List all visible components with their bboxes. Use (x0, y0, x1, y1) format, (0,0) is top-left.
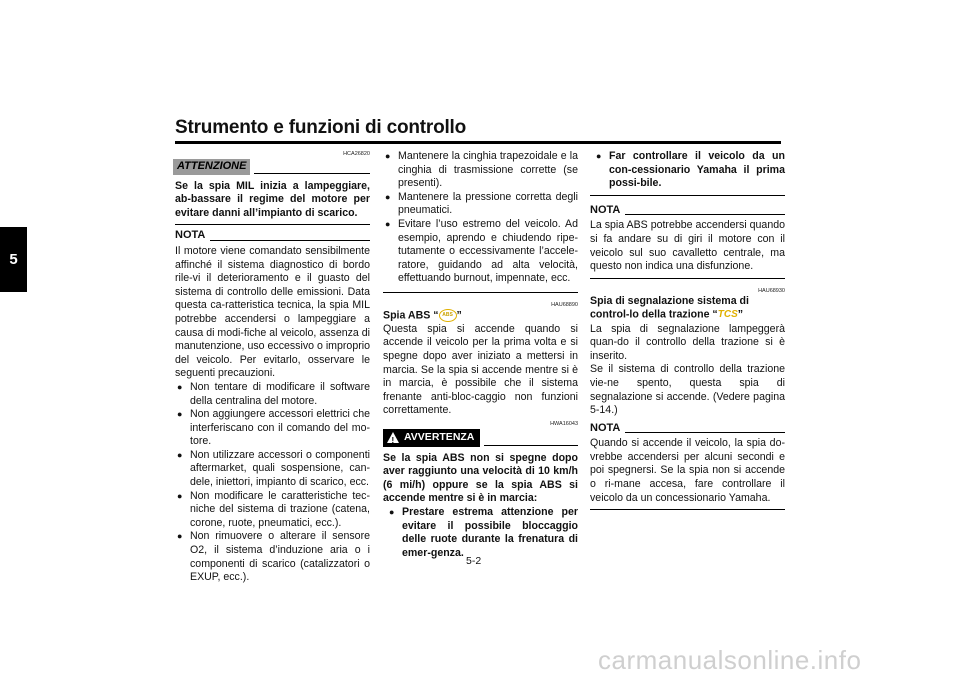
warning-list (383, 506, 578, 560)
divider (590, 509, 785, 510)
nota-text: Il motore viene comandato sensibilmente affinché il sistema diagnostico di bordo rile-vi il deterioramento e il guasto del sistema di controllo delle emissioni. Data questa ca-ratteristica tecnica, la spia MIL potrebbe accendersi o lampeggiare a causa di modi-fiche al veicolo, assenza di manutenzione, uso eccessivo o improprio del veicolo. Per evitarlo, osservare le seguenti precauzioni. (175, 244, 370, 380)
nota-line (625, 432, 785, 433)
warning-box (383, 429, 480, 447)
page-number: 5-2 (466, 555, 482, 567)
abs-title-close: ” (456, 309, 462, 322)
divider (590, 195, 785, 196)
attention-text: Se la spia MIL inizia a lampeggiare, ab-bassare il regime del motore per evitare danni all’impianto di scarico. (175, 179, 370, 219)
warning-list-cont (590, 150, 785, 191)
section-code: HWA16043 (550, 420, 578, 427)
banner-line (254, 173, 370, 174)
tcs-title (590, 295, 785, 323)
tcs-warning-icon: TCS (717, 309, 738, 321)
tcs-text: La spia di segnalazione lampeggerà quan-do il controllo della trazione si è inserito. (590, 322, 785, 362)
section-code: HAU68890 (551, 301, 578, 308)
precautions-list-cont (383, 150, 578, 286)
list-item: ● Non modificare le caratteristiche tec-niche del sistema di trazione (catena, corone, ruote, pneumatici, ecc.). (175, 490, 370, 531)
list-item: ● Non aggiungere accessori elettrici che interferiscano con il comando del mo-tore. (175, 408, 370, 449)
page-title: Strumento e funzioni di controllo (175, 117, 467, 138)
list-item: ● Non tentare di modificare il software della centralina del motore. (175, 381, 370, 408)
list-item: ● Mantenere la cinghia trapezoidale e la cinghia di trasmissione corrette (se presenti). (383, 150, 578, 191)
warning-label: AVVERTENZA (404, 430, 475, 443)
tcs-title-close: ” (737, 308, 744, 321)
title-rule (175, 141, 781, 144)
nota-text: La spia ABS potrebbe accendersi quando si fa andare su di giri il motore con il veicolo sul suo cavalletto centrale, ma questo non indica una disfunzione. (590, 219, 785, 273)
nota-line (625, 214, 785, 215)
tcs-text: Se il sistema di controllo della trazione vie-ne spento, questa spia di segnalazione si accende. (Vedere pagina 5-14.) (590, 363, 785, 417)
watermark: carmanualsonline.info (598, 645, 862, 675)
precautions-list (175, 381, 370, 585)
attention-banner (175, 159, 370, 175)
nota-text: Quando si accende il veicolo, la spia do-vrebbe accendersi per alcuni secondi e poi spegnersi. Se la spia non si accende o ri-mane accesa, fare controllare il veicolo da un concessionario Yamaha. (590, 437, 785, 504)
list-item: ● Far controllare il veicolo da un con-cessionario Yamaha il prima possi-bile. (594, 150, 785, 191)
nota-label: NOTA (590, 203, 621, 216)
attention-label: ATTENZIONE (173, 159, 250, 175)
nota-header (590, 422, 785, 436)
section-code: HAU68930 (758, 287, 785, 294)
section-code: HCA26820 (343, 151, 370, 157)
chapter-tab: 5 (0, 227, 27, 292)
nota-label: NOTA (175, 229, 206, 242)
nota-line (210, 240, 370, 241)
abs-title (383, 309, 578, 323)
abs-title-text: Spia ABS “ (383, 309, 439, 322)
list-item: ● Evitare l’uso estremo del veicolo. Ad esempio, aprendo e chiudendo ripe-tutamente o eccessivamente l’accele-ratore, guidando ad alta velocità, effettuando burnout, impennate, ecc. (383, 218, 578, 286)
column-1 (175, 150, 370, 585)
tcs-title-text: Spia di segnalazione sistema di control-lo della trazione “ (590, 294, 749, 321)
list-item: ● Prestare estrema attenzione per evitare il possibile bloccaggio delle ruote durante la frenatura di emer-genza. (387, 506, 578, 560)
list-item: ● Mantenere la pressione corretta degli pneumatici. (383, 191, 578, 218)
nota-label: NOTA (590, 421, 621, 434)
list-item: ● Non rimuovere o alterare il sensore O2, il sistema d’induzione aria o i componenti di scarico (catalizzatori o EXUP, ecc.). (175, 530, 370, 584)
warning-text: Se la spia ABS non si spegne dopo aver raggiunto una velocità di 10 km/h (6 mi/h) oppure se la spia ABS si accende mentre si è in marcia: (383, 451, 578, 505)
divider (590, 278, 785, 279)
divider (175, 224, 370, 225)
warning-banner (383, 429, 578, 447)
nota-header (590, 204, 785, 218)
divider (383, 292, 578, 293)
column-2 (383, 150, 578, 560)
nota-header (175, 229, 370, 243)
column-3 (590, 150, 785, 513)
abs-warning-icon: ABS (439, 309, 457, 322)
list-item: ● Non utilizzare accessori o componenti aftermarket, quali sospensione, can-dele, iniettori, impianto di scarico, ecc. (175, 449, 370, 490)
warning-triangle-icon: ! (387, 432, 399, 443)
abs-text: Questa spia si accende quando si accende il veicolo per la prima volta e si spegne dopo aver iniziato a mettersi in marcia. Se la spia si accende mentre si è in marcia, è possibile che il sistema frenante anti-bloc-caggio non funzioni correttamente. (383, 322, 578, 417)
banner-line (484, 445, 578, 446)
